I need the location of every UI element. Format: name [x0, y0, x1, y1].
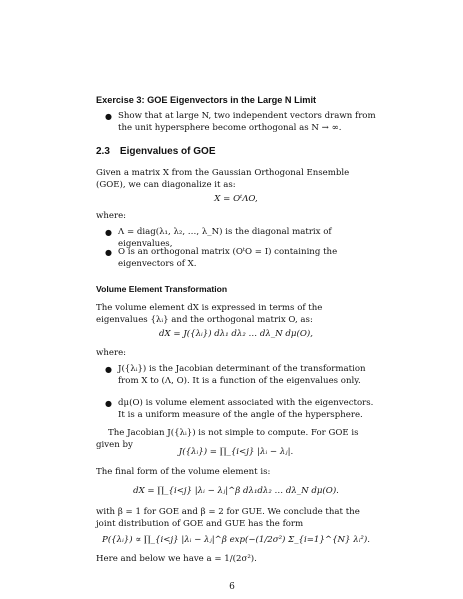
bullet-icon: ●: [105, 399, 112, 408]
equation-final-volume: dX = ∏_{i<j} |λᵢ − λⱼ|^β dλ₁dλ₂ … dλ_N dμ(O).: [133, 486, 339, 496]
list-item-measure: dμ(O) is volume element associated with the eigenvectors. It is a uniform measure of the angle of the hypersphere.: [118, 398, 374, 420]
section-title: Eigenvalues of GOE: [119, 146, 216, 157]
closing-text: Here and below we have a = 1/(2σ²).: [96, 554, 257, 564]
section-heading: [96, 146, 376, 158]
list-item-orthogonal: O is an orthogonal matrix (OᵗO = I) containing the eigenvectors of X.: [118, 247, 338, 269]
bullet-icon: ●: [105, 248, 112, 257]
beta-text: with β = 1 for GOE and β = 2 for GUE. We conclude that the joint distribution of GOE and GUE has the form: [96, 507, 360, 529]
list-item-jacobian: J({λᵢ}) is the Jacobian determinant of the transformation from X to (Λ, O). It is a function of the eigenvalues only.: [118, 364, 366, 386]
equation-diagonalization: X = OᵗΛO,: [214, 194, 258, 204]
equation-jacobian: J({λᵢ}) = ∏_{i<j} |λᵢ − λⱼ|.: [178, 447, 294, 457]
page-number: 6: [229, 582, 235, 592]
final-form-text: The final form of the volume element is:: [96, 467, 271, 477]
subsection-intro: The volume element dX is expressed in terms of the eigenvalues {λᵢ} and the orthogonal matrix O, as:: [96, 303, 323, 325]
exercise-bullet-text: Show that at large N, two independent vectors drawn from the unit hypersphere become orthogonal as N → ∞.: [118, 111, 376, 133]
equation-volume-element: dX = J({λᵢ}) dλ₁ dλ₂ … dλ_N dμ(O),: [159, 329, 313, 339]
list-item-lambda: Λ = diag(λ₁, λ₂, …, λ_N) is the diagonal matrix of eigenvalues,: [118, 227, 332, 249]
where-label-2: where:: [96, 348, 127, 358]
subsection-title: Volume Element Transformation: [96, 284, 228, 294]
equation-joint-distribution: P({λᵢ}) ∝ ∏_{i<j} |λᵢ − λⱼ|^β exp(−(1/2σ²) Σ_{i=1}^{N} λᵢ²).: [102, 535, 370, 545]
jacobian-text: The Jacobian J({λᵢ}) is not simple to compute. For GOE is given by: [96, 428, 359, 450]
section-number: 2.3: [96, 146, 110, 157]
bullet-icon: ●: [105, 112, 112, 121]
exercise-title: Exercise 3: GOE Eigenvectors in the Large N Limit: [96, 95, 317, 105]
bullet-icon: ●: [105, 365, 112, 374]
bullet-icon: ●: [105, 228, 112, 237]
section-intro: Given a matrix X from the Gaussian Orthogonal Ensemble (GOE), we can diagonalize it as:: [96, 168, 350, 190]
where-label-1: where:: [96, 211, 127, 221]
